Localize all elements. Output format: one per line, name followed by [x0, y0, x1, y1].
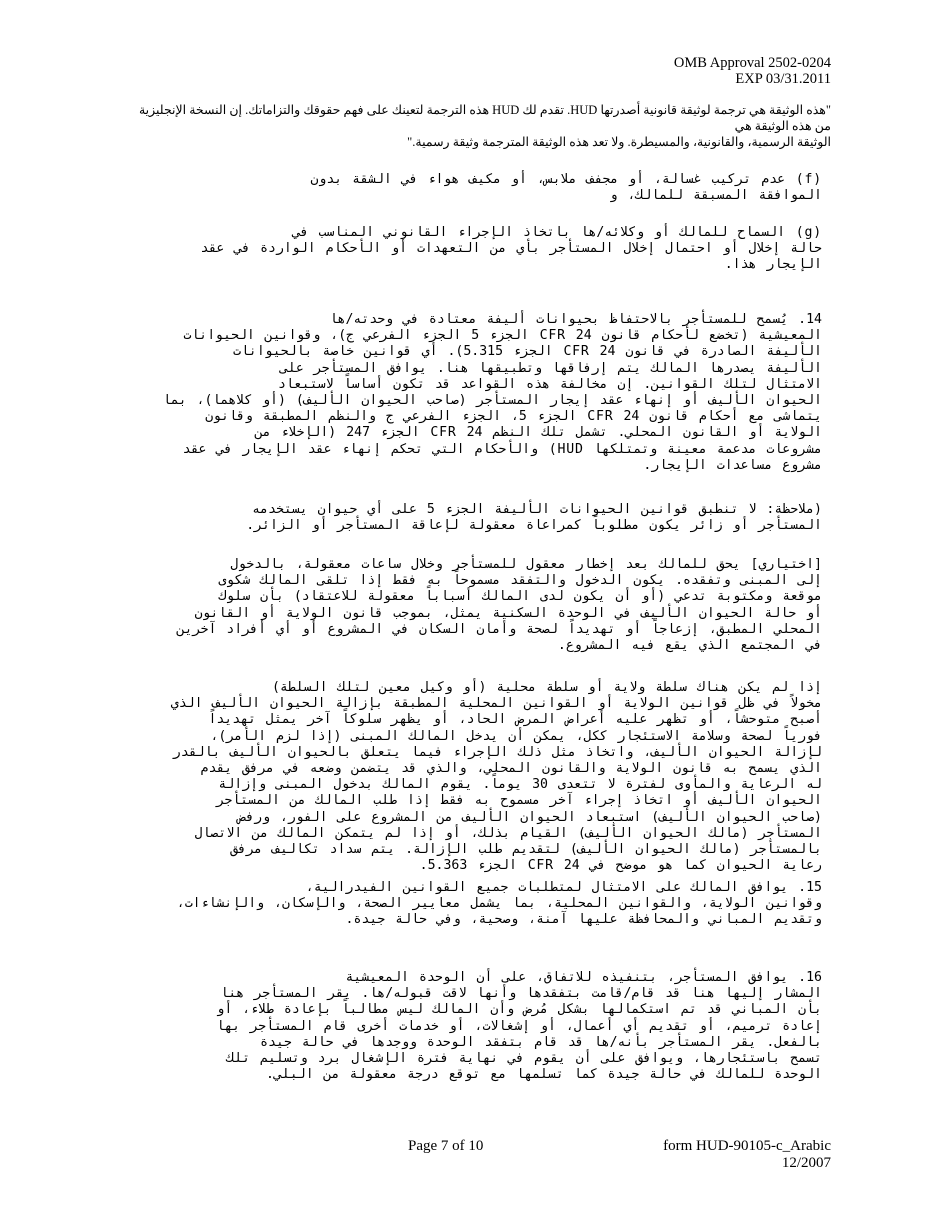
text-line: المعيشية (تخضع لأحكام قانون 24 CFR الجزء 5 الجزء الفرعي ج)، وقوانين الحيوانات — [183, 328, 822, 344]
text-line: (g) السماح للمالك أو وكلائه/ها باتخاذ الإجراء القانوني المناسب في — [292, 225, 822, 240]
text-line: الموافقة المسبقة للمالك، و — [609, 188, 822, 204]
text-line: مشروع مساعدات الإيجار. — [643, 457, 822, 473]
disclaimer-line: "هذه الوثيقة هي ترجمة لوثيقة قانونية أصدرتها HUD. تقدم لك HUD هذه الترجمة لتعينك على فهم حقوقك والتزاماتك. إن النسخة الإنجليزية من هذه الوثيقة هي — [138, 103, 831, 133]
text-line: في المجتمع الذي يقع فيه المشروع. — [557, 638, 822, 654]
text-line: وتقديم المباني والمحافظة عليها آمنة، وصحية، وفي حالة جيدة. — [345, 912, 822, 928]
text-line: الولاية أو القانون المحلي. تشمل تلك النظم 24 CFR الجزء 247 (الإخلاء من — [254, 425, 822, 441]
text-line: 16. يوافق المستأجر، بتنفيذه للاتفاق، على أن الوحدة المعيشية — [345, 970, 822, 985]
translation-disclaimer — [132, 102, 831, 150]
text-line: 14. يُسمح للمستأجر بالاحتفاظ بحيوانات أليفة معتادة في وحدته/ها — [329, 312, 822, 327]
text-line: المستأجر أو زائر يكون مطلوباً كمراعاة معقولة لإعاقة المستأجر أو الزائر. — [246, 518, 822, 534]
text-line: الإيجار هذا. — [724, 257, 822, 273]
text-line: الأليفة يصدرها المالك يتم إرفاقها وتطبيقها هنا. يوافق المستأجر على — [279, 360, 822, 376]
clause-f — [145, 172, 822, 204]
page-number: Page 7 of 10 — [408, 1138, 484, 1154]
text-line: حالة إخلال أو احتمال إخلال المستأجر بأي من التعهدات أو الأحكام الواردة في عقد — [200, 241, 822, 257]
text-line: (صاحب الحيوان الأليف) استبعاد الحيوان الأليف من المشروع على الفور، ورفض — [238, 809, 822, 825]
text-line: إلى المبنى وتفقده. يكون الدخول والتفقد مسموحاً به فقط إذا تلقى المالك شكوى — [218, 573, 822, 589]
text-line: موقعة ومكتوبة تدعي (أو أن يكون لدى المالك أسباباً معقولة للاعتقاد) بأن سلوك — [218, 589, 822, 605]
form-identifier — [663, 1138, 831, 1172]
clause-g — [145, 225, 822, 274]
omb-approval-number: OMB Approval 2502-0204 — [673, 55, 831, 71]
text-line: (ملاحظة: لا تنطبق قوانين الحيوانات الأليفة الجزء 5 على أي حيوان يستخدمه — [252, 502, 822, 517]
form-number: form HUD-90105-c_Arabic — [663, 1138, 831, 1154]
form-date: 12/2007 — [781, 1155, 831, 1171]
text-line: أصبح متوحشاً، أو تظهر عليه أعراض المرض الحاد، أو يظهر سلوكاً آخر يمثل تهديداً — [208, 712, 822, 728]
text-line: بأن المباني قد تم استكمالها بشكل مُرض وأن المالك ليس مطالباً بإعادة طلاء، أو — [216, 1002, 822, 1018]
text-line: تسمح باستئجارها، ويوافق على أن يقوم في نهاية فترة الإشغال برد وتسليم تلك — [226, 1051, 822, 1067]
text-line: يتماشى مع أحكام قانون 24 CFR الجزء 5، الجزء الفرعي ج والنظم المطبقة وقانون — [205, 409, 822, 425]
pet-rules-note — [145, 502, 822, 534]
text-line: إعادة ترميم، أو تقديم أي أعمال، أو إشغالات، أو خدمات أخرى قام المستأجر بها — [216, 1018, 822, 1034]
text-line: المشار إليها هنا قد قام/قامت بتفقدها وأنها لاقت قبوله/ها. يقر المستأجر هنا — [220, 986, 822, 1002]
text-line: بالفعل. يقر المستأجر بأنه/ها قد قام بتفقد الوحدة ووجدها في حالة جيدة — [260, 1034, 822, 1050]
optional-inspection-clause — [145, 557, 822, 654]
section-15-owner-compliance — [145, 880, 822, 929]
section-16-unit-inspection — [145, 970, 822, 1083]
text-line: الحيوان الأليف أو اتخاذ إجراء آخر مسموح به فقط إذا طلب المالك من المستأجر — [216, 793, 822, 809]
text-line: بالمستأجر (مالك الحيوان الأليف) لتقديم طلب الإزالة. يتم سداد تكاليف مرفق — [230, 842, 822, 858]
text-line: رعاية الحيوان كما هو موضح في 24 CFR الجزء 5.363. — [419, 858, 822, 874]
text-line: مخولاً في ظل قوانين الولاية أو القوانين المحلية المطبقة بإزالة الحيوان الأليف الذي — [170, 696, 822, 712]
omb-approval-header — [674, 55, 831, 87]
text-line: الذي يسمح به قانون الولاية والقانون المحلي، والذي قد يتضمن وضعه في مرفق يقدم — [200, 761, 822, 777]
text-line: [اختياري] يحق للمالك بعد إخطار معقول للمستأجر وخلال ساعات معقولة، بالدخول — [230, 557, 822, 572]
text-line: الأليفة الصادرة في قانون 24 CFR الجزء 5.315). أي قوانين خاصة بالحيوانات — [233, 344, 822, 360]
text-line: الامتثال لتلك القوانين. إن مخالفة هذه القواعد قد تكون أساساً لاستبعاد — [277, 376, 822, 392]
text-line: أو حالة الحيوان الأليف في الوحدة السكنية يمثل، بموجب قانون الولاية أو القانون — [194, 605, 822, 621]
text-line: وقوانين الولاية، والقوانين المحلية، بما يشمل معايير الصحة، والإسكان، والإنشاءات، — [176, 896, 822, 912]
omb-expiration-date: EXP 03/31.2011 — [735, 71, 831, 87]
text-line: 15. يوافق المالك على الامتثال لمتطلبات جميع القوانين الفيدرالية، — [305, 880, 822, 895]
text-line: له الرعاية والمأوى لفترة لا تتعدى 30 يوماً. يقوم المالك بدخول المبنى وإزالة — [218, 777, 822, 793]
pet-removal-clause — [145, 680, 822, 874]
text-line: المستأجر (مالك الحيوان الأليف) القيام بذلك، أو إذا لم يتمكن المالك من الاتصال — [194, 825, 822, 841]
text-line: مشروعات مدعمة معينة وتمتلكها HUD) والأحكام التي تحكم إنهاء عقد الإيجار في عقد — [182, 441, 822, 457]
text-line: المحلي المطبق، إزعاجاً أو تهديداً لصحة وأمان السكان في المشروع أو أي أفراد آخرين — [176, 621, 822, 637]
text-line: الحيوان الأليف أو إنهاء عقد إيجار المستأجر (صاحب الحيوان الأليف) (أو كلاهما)، بما — [162, 393, 822, 409]
text-line: لإزالة الحيوان الأليف، واتخاذ مثل ذلك الإجراء فيما يتعلق بالحيوان الأليف بالقدر — [172, 744, 822, 760]
text-line: إذا لم يكن هناك سلطة ولاية أو سلطة محلية (أو وكيل معين لتلك السلطة) — [271, 680, 822, 695]
text-line: (f) عدم تركيب غسالة، أو مجفف ملابس، أو مكيف هواء في الشقة بدون — [310, 172, 822, 187]
disclaimer-line: الوثيقة الرسمية، والقانونية، والمسيطرة. ولا تعد هذه الوثيقة المترجمة وثيقة رسمية." — [407, 135, 831, 149]
text-line: الوحدة للمالك في حالة جيدة كما تسلمها مع توقع درجة معقولة من البلي. — [266, 1067, 822, 1083]
section-14-pets — [145, 312, 822, 474]
text-line: فورياً لصحة وسلامة الاستئجار ككل، يمكن أن يدخل المالك المبنى (إذا لزم الأمر)، — [210, 728, 822, 744]
